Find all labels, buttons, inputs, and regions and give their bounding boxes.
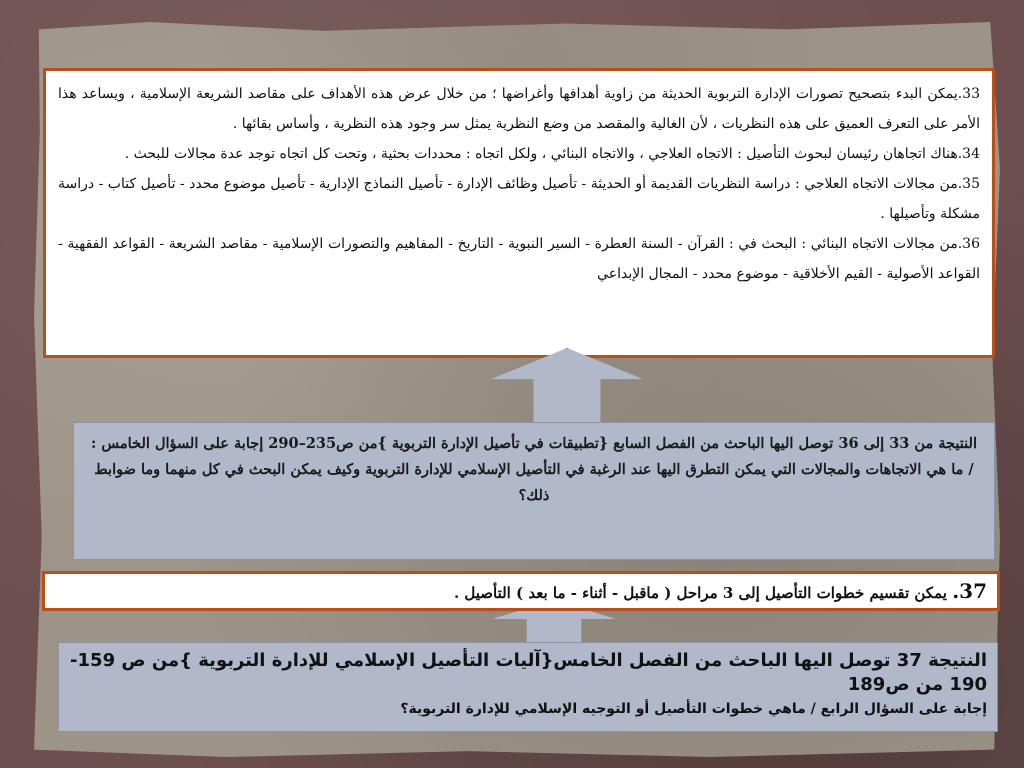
question-line: إجابة على السؤال الرابع / ماهي خطوات التأصيل أو التوجيه الإسلامي للإدارة التربوية؟	[400, 701, 987, 717]
paragraph-36: 36.من مجالات الاتجاه البنائي : البحث في : القرآن - السنة العطرة - السير النبوية - التاريخ - المفاهيم والتصورات الإسلامية - مقاصد الشريعة - القواعد الفقهية - القواعد الأصولية - القيم الأخلاقية - موضوع محدد - المجال الإبداعي	[58, 236, 980, 282]
top-text-box	[43, 68, 995, 358]
item-37-box	[42, 571, 1000, 611]
question-line: / ما هي الاتجاهات والمجالات التي يمكن التطرق اليها عند الرغبة في التأصيل الإسلامي للإدارة التربوية وكيف يمكن البحث في كل منهما وما ضوابط ذلك؟	[94, 461, 974, 504]
item-text: يمكن تقسيم خطوات التأصيل إلى 3 مراحل ( ماقبل - أثناء - ما بعد ) التأصيل .	[453, 584, 947, 602]
paragraph-34: 34.هناك اتجاهان رئيسان لبحوث التأصيل : الاتجاه العلاجي ، والاتجاه البنائي ، ولكل اتجاه : محددات بحثية ، وتحت كل اتجاه توجد عدة مجالات للبحث .	[124, 146, 980, 162]
paragraph-33: 33.يمكن البدء بتصحيح تصورات الإدارة التربوية الحديثة من زاوية أهدافها وأغراضها ؛ من خلال عرض هذه الأهداف على مقاصد الشريعة الإسلامية ، ويساعد هذا الأمر على التعرف العميق على هذه النظريات ، لأن الغالية والمقصد من وضع النظرية يمثل سر وجود هذه النظرية ، وأساس بقائها .	[58, 86, 980, 132]
paragraph-35: 35.من مجالات الاتجاه العلاجي : دراسة النظريات القديمة أو الحديثة - تأصيل وظائف الإدارة - تأصيل النماذج الإدارية - تأصيل موضوع محدد - تأصيل كتاب - دراسة مشكلة وتأصيلها .	[58, 176, 980, 222]
result-box-37	[58, 642, 998, 732]
item-number: 37.	[952, 579, 987, 603]
result-line: النتيجة 37 توصل اليها الباحث من الفصل الخامس{آليات التأصيل الإسلامي للإدارة التربوية }من ص 159-190 من ص189	[70, 650, 987, 695]
result-box-33-36	[73, 422, 995, 560]
result-line: النتيجة من 33 إلى 36 توصل اليها الباحث من الفصل السابع {تطبيقات في تأصيل الإدارة التربوية }من ص235–290 إجابة على السؤال الخامس :	[91, 435, 977, 452]
